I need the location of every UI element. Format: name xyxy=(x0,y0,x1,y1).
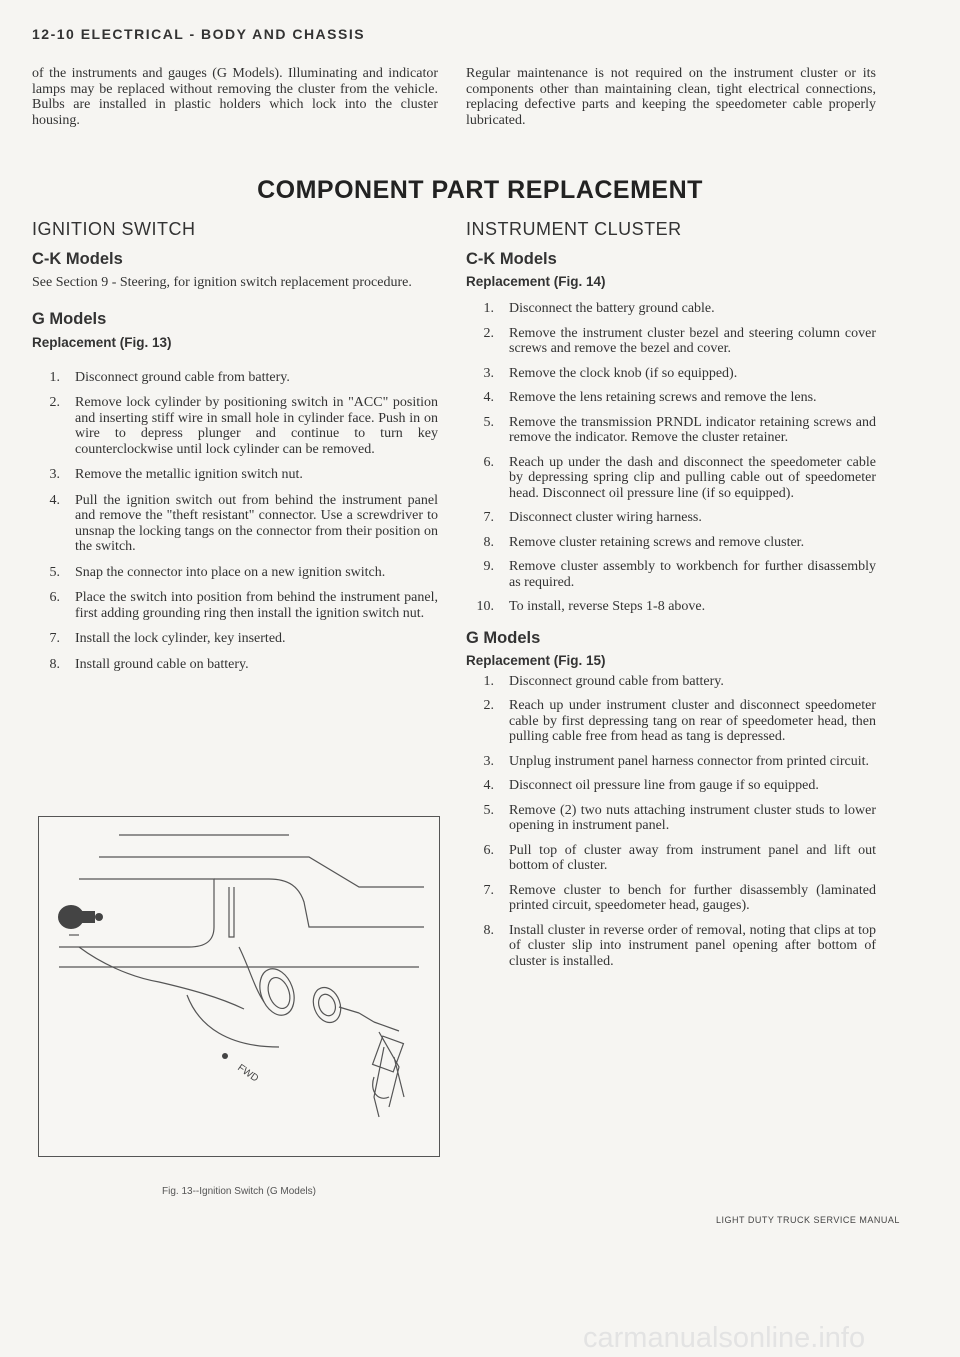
intro-left-column xyxy=(32,66,438,128)
watermark: carmanualsonline.info xyxy=(583,1322,866,1354)
step-number: 1. xyxy=(483,673,494,689)
step-item xyxy=(466,803,876,834)
figure-13-illustration xyxy=(38,816,440,1157)
step-number: 5. xyxy=(483,414,494,430)
step-number: 3. xyxy=(483,365,494,381)
instrument-cluster-section xyxy=(466,219,876,969)
step-item xyxy=(466,599,876,615)
step-number: 1. xyxy=(49,369,60,385)
step-item xyxy=(466,778,876,794)
step-item xyxy=(466,390,876,406)
step-number: 6. xyxy=(483,842,494,858)
step-item xyxy=(466,923,876,970)
step-number: 7. xyxy=(49,631,60,646)
step-number: 7. xyxy=(483,882,494,898)
ignition-switch-drawing xyxy=(39,817,438,1155)
step-text: Disconnect ground cable from battery. xyxy=(75,369,290,385)
step-text: Pull top of cluster away from instrument panel and lift out bottom of cluster. xyxy=(509,842,876,873)
step-item xyxy=(32,657,438,673)
page-header: 12-10 ELECTRICAL - BODY AND CHASSIS xyxy=(32,26,366,42)
step-item xyxy=(466,301,876,317)
intro-right-paragraph: Regular maintenance is not required on the instrument cluster or its components other than maintaining clean, tight electrical connections, replacing defective parts and keeping the speedometer cable properly lubricated. xyxy=(466,66,876,128)
step-text: Reach up under instrument cluster and disconnect speedometer cable by first depressing tang on rear of speedometer head, then pulling cable free from head as tang is depressed. xyxy=(509,698,876,744)
replacement-fig13-subheading: Replacement (Fig. 13) xyxy=(32,334,172,350)
ck-cluster-steps xyxy=(466,301,876,615)
step-number: 3. xyxy=(483,753,494,769)
ignition-switch-section xyxy=(32,219,438,672)
step-text: Remove cluster to bench for further disassembly (laminated printed circuit, speedometer head, gauges). xyxy=(509,882,876,913)
step-number: 6. xyxy=(49,590,60,605)
step-number: 10. xyxy=(476,599,494,614)
step-text: Install cluster in reverse order of removal, noting that clips at top of cluster slip into instrument panel opening after bottom of cluster is installed. xyxy=(509,922,876,969)
step-text: Place the switch into position from behind the instrument panel, first adding grounding ring then install the ignition switch nut. xyxy=(75,590,438,621)
step-text: Install the lock cylinder, key inserted. xyxy=(75,631,286,646)
step-item xyxy=(32,565,438,581)
step-text: Unplug instrument panel harness connector from printed circuit. xyxy=(509,753,870,769)
step-text: Disconnect cluster wiring harness. xyxy=(509,510,702,525)
step-number: 4. xyxy=(483,778,494,793)
step-text: Remove cluster retaining screws and remove cluster. xyxy=(509,534,805,550)
step-text: To install, reverse Steps 1-8 above. xyxy=(509,599,706,614)
instrument-cluster-heading: INSTRUMENT CLUSTER xyxy=(466,219,682,239)
step-text: Remove lock cylinder by positioning switch in "ACC" position and inserting stiff wire in small hole in cylinder face. Push in on wire to depress plunger and continue to turn key counterclockwise until lock cylinder can be removed. xyxy=(75,395,438,457)
ignition-switch-steps xyxy=(32,370,438,673)
step-item xyxy=(466,754,876,770)
step-item xyxy=(466,698,876,745)
step-number: 5. xyxy=(49,564,60,580)
step-item xyxy=(32,370,438,386)
step-text: Reach up under the dash and disconnect the speedometer cable by depressing spring clip and pulling cable out of speedometer head. Disconnect oil pressure line (if so equipped). xyxy=(509,454,876,501)
step-item xyxy=(466,843,876,874)
step-number: 2. xyxy=(49,395,60,410)
step-number: 5. xyxy=(483,802,494,818)
step-text: Disconnect oil pressure line from gauge if so equipped. xyxy=(509,778,819,793)
step-item xyxy=(466,535,876,551)
step-item xyxy=(466,559,876,590)
step-number: 8. xyxy=(49,656,60,672)
step-text: Install ground cable on battery. xyxy=(75,656,249,672)
step-item xyxy=(32,467,438,483)
step-number: 4. xyxy=(483,390,494,405)
step-item xyxy=(466,883,876,914)
ck-models-heading: C-K Models xyxy=(32,250,123,268)
ck-models-heading-right: C-K Models xyxy=(466,250,557,268)
step-text: Disconnect the battery ground cable. xyxy=(509,301,715,316)
step-item xyxy=(466,510,876,526)
step-text: Remove the lens retaining screws and remove the lens. xyxy=(509,390,817,405)
step-item xyxy=(466,366,876,382)
step-item xyxy=(32,493,438,555)
step-text: Disconnect ground cable from battery. xyxy=(509,673,724,689)
step-item xyxy=(466,415,876,446)
step-text: Remove the transmission PRNDL indicator retaining screws and remove the indicator. Remove the cluster retainer. xyxy=(509,414,876,445)
step-item xyxy=(32,395,438,457)
step-number: 8. xyxy=(483,534,494,550)
step-number: 8. xyxy=(483,922,494,938)
g-cluster-steps xyxy=(466,674,876,970)
ignition-switch-heading: IGNITION SWITCH xyxy=(32,219,196,239)
page-footer: LIGHT DUTY TRUCK SERVICE MANUAL xyxy=(716,1215,900,1225)
intro-left-paragraph: of the instruments and gauges (G Models). Illuminating and indicator lamps may be replaced without removing the cluster from the vehicle. Bulbs are installed in plastic holders which lock into the cluster housing. xyxy=(32,66,438,128)
g-models-heading-right: G Models xyxy=(466,628,541,647)
figure-13-caption: Fig. 13--Ignition Switch (G Models) xyxy=(162,1186,316,1197)
step-text: Remove the metallic ignition switch nut. xyxy=(75,467,303,482)
step-number: 6. xyxy=(483,454,494,470)
step-text: Remove the clock knob (if so equipped). xyxy=(509,365,738,381)
step-number: 2. xyxy=(483,325,494,341)
step-item xyxy=(32,590,438,621)
step-number: 7. xyxy=(483,510,494,525)
step-text: Remove cluster assembly to workbench for further disassembly as required. xyxy=(509,559,876,590)
step-number: 1. xyxy=(483,301,494,316)
step-item xyxy=(466,326,876,357)
step-item xyxy=(32,631,438,647)
replacement-fig15-subheading: Replacement (Fig. 15) xyxy=(466,652,606,668)
step-text: Remove (2) two nuts attaching instrument cluster studs to lower opening in instrument panel. xyxy=(509,802,876,833)
g-models-heading: G Models xyxy=(32,309,107,328)
step-number: 3. xyxy=(49,467,60,482)
section-title: COMPONENT PART REPLACEMENT xyxy=(257,176,703,204)
step-text: Snap the connector into place on a new ignition switch. xyxy=(75,564,386,580)
ck-models-text: See Section 9 - Steering, for ignition switch replacement procedure. xyxy=(32,275,412,290)
replacement-fig14-subheading: Replacement (Fig. 14) xyxy=(466,274,606,289)
figure-fwd-label: FWD xyxy=(235,1062,261,1085)
step-number: 4. xyxy=(49,492,60,508)
step-item xyxy=(466,455,876,502)
step-text: Pull the ignition switch out from behind the instrument panel and remove the "theft resistant" connector. Use a screwdriver to unsnap the locking tangs on the connector from their position on the switch. xyxy=(75,492,438,554)
step-number: 9. xyxy=(483,559,494,574)
intro-right-column xyxy=(466,66,876,128)
step-item xyxy=(466,674,876,690)
step-text: Remove the instrument cluster bezel and steering column cover screws and remove the bezel and cover. xyxy=(509,325,876,356)
step-number: 2. xyxy=(483,698,494,713)
